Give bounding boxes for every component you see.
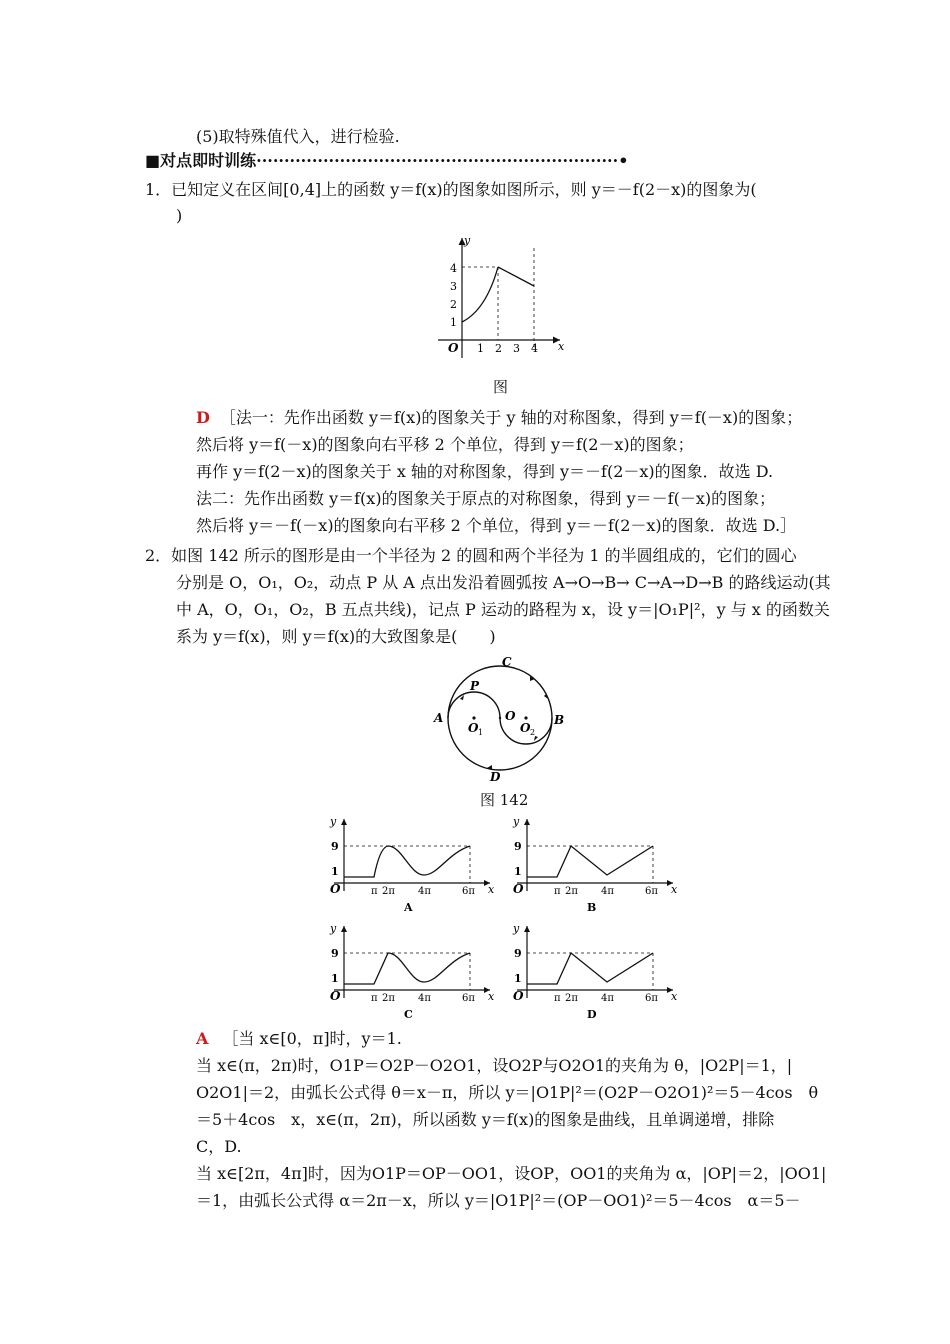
answer-letter: D [196, 408, 210, 427]
upper-semicircle [448, 692, 500, 718]
x-label: x [488, 883, 495, 896]
x-tick: 1 [477, 342, 484, 355]
solution-line: C，D. [196, 1137, 242, 1156]
center-o1 [472, 716, 475, 719]
label-o1: O [468, 721, 479, 735]
x-label: x [488, 990, 495, 1003]
label-d: D [490, 770, 501, 784]
x-tick: π [371, 993, 378, 1004]
center-o2 [524, 716, 527, 719]
solution-line: ［法一：先作出函数 y＝f(x)的图象关于 y 轴的对称图象，得到 y＝f(－x)的图象； [219, 408, 803, 427]
question-2: 分别是 O，O₁，O₂，动点 P 从 A 点出发沿着圆弧按 A→O→B→ C→A→D→B 的路线运动(其 [176, 573, 831, 592]
option-graph-d [505, 920, 680, 1020]
section-heading: ■对点即时训练·································································• [145, 151, 629, 170]
graph-curve [344, 846, 470, 877]
x-tick: π [371, 886, 378, 897]
solution-line: O2O1|＝2，由弧长公式得 θ＝x－π，所以 y＝|O1P|²＝(O2P－O2O1)²＝5－4cos θ [196, 1083, 819, 1102]
option-letter: A [404, 901, 413, 913]
function-graph-figure [420, 228, 570, 368]
graph-curve [344, 953, 470, 984]
x-tick: 2π [382, 993, 395, 1004]
x-tick: 2 [495, 342, 502, 355]
x-tick: 4π [601, 886, 614, 897]
x-tick: 2π [382, 886, 395, 897]
label-o2: O [520, 721, 531, 735]
graph-curve [527, 953, 653, 984]
y-label: y [513, 815, 520, 828]
solution-line: 然后将 y＝f(－x)的图象向右平移 2 个单位，得到 y＝f(2－x)的图象； [196, 435, 694, 454]
line-segment [498, 267, 534, 286]
y-tick: 1 [514, 865, 522, 878]
solution-line: ［当 x∈[0，π]时，y＝1. [222, 1029, 402, 1048]
question-1-paren: ) [176, 206, 183, 225]
option-graph-c [322, 920, 497, 1020]
question-2: 中 A，O，O₁，O₂，B 五点共线)，记点 P 运动的路程为 x，设 y＝|O₁P|²，y 与 x 的函数关 [176, 600, 830, 619]
y-tick: 1 [450, 316, 457, 329]
y-arrow [524, 819, 530, 825]
option-graph-b [505, 813, 680, 913]
figure-caption: 图 [493, 378, 509, 396]
label-p: P [470, 679, 480, 693]
x-tick: 6π [462, 886, 475, 897]
solution-line: 然后将 y＝－f(－x)的图象向右平移 2 个单位，得到 y＝－f(2－x)的图象．故选 D.］ [196, 516, 797, 535]
solution-line: ＝1，由弧长公式得 α＝2π－x，所以 y＝|O1P|²＝(OP－OO1)²＝5－4cos α＝5－ [196, 1191, 801, 1210]
y-arrow [341, 926, 347, 932]
option-letter: D [587, 1008, 597, 1020]
y-tick: 9 [514, 947, 522, 960]
y-label: y [464, 234, 471, 247]
y-arrow [341, 819, 347, 825]
x-tick: 4π [601, 993, 614, 1004]
y-tick: 9 [331, 840, 339, 853]
y-tick: 4 [450, 262, 457, 275]
curve-segment [462, 267, 498, 322]
step-5: (5)取特殊值代入，进行检验. [196, 127, 400, 146]
label-o2-sub: 2 [530, 728, 536, 737]
solution-line: 当 x∈(π，2π)时，O1P＝O2P－O2O1，设O2P与O2O1的夹角为 θ，|O2P|＝1，| [196, 1056, 793, 1075]
x-tick: 4 [531, 342, 538, 355]
y-tick: 1 [514, 972, 522, 985]
option-letter: B [587, 901, 597, 913]
y-tick: 1 [331, 865, 339, 878]
x-label: x [558, 340, 565, 353]
y-arrow [524, 926, 530, 932]
y-label: y [330, 815, 337, 828]
x-tick: 4π [418, 993, 431, 1004]
x-tick: 6π [462, 993, 475, 1004]
x-tick: 6π [645, 886, 658, 897]
question-1: 1．已知定义在区间[0,4]上的函数 y＝f(x)的图象如图所示，则 y＝－f(2－x)的图象为( [145, 180, 757, 199]
solution-line: 再作 y＝f(2－x)的图象关于 x 轴的对称图象，得到 y＝－f(2－x)的图象．故选 D. [196, 462, 774, 481]
origin-label: O [513, 989, 524, 1003]
y-tick: 9 [514, 840, 522, 853]
x-tick: 4π [418, 886, 431, 897]
option-graph-a [322, 813, 497, 913]
figure-caption: 图 142 [480, 791, 529, 809]
label-a: A [434, 711, 444, 725]
x-label: x [671, 883, 678, 896]
y-label: y [513, 922, 520, 935]
y-tick: 9 [331, 947, 339, 960]
circle-figure [430, 652, 570, 784]
question-2: 2．如图 142 所示的图形是由一个半径为 2 的圆和两个半径为 1 的半圆组成的，它们的圆心 [145, 546, 797, 565]
x-tick: 2π [565, 886, 578, 897]
label-o: O [505, 709, 516, 723]
center-o [499, 717, 501, 719]
solution-line: 当 x∈[2π，4π]时，因为O1P＝OP－OO1，设OP，OO1的夹角为 α，|OP|＝2，|OO1| [196, 1164, 827, 1183]
x-tick: π [554, 993, 561, 1004]
solution-line: ＝5＋4cos x，x∈(π，2π)，所以函数 y＝f(x)的图象是曲线，且单调递增，排除 [196, 1110, 775, 1129]
solution-line: 法二：先作出函数 y＝f(x)的图象关于原点的对称图象，得到 y＝－f(－x)的图象； [196, 489, 776, 508]
y-label: y [330, 922, 337, 935]
origin-label: O [330, 989, 341, 1003]
origin-label: O [448, 341, 459, 355]
x-label: x [671, 990, 678, 1003]
y-tick: 3 [450, 280, 457, 293]
x-tick: π [554, 886, 561, 897]
graph-curve [527, 846, 653, 877]
label-o1-sub: 1 [478, 728, 484, 737]
answer-letter: A [196, 1029, 209, 1048]
x-tick: 3 [513, 342, 520, 355]
label-c: C [502, 655, 512, 669]
label-b: B [554, 713, 565, 727]
x-tick: 6π [645, 993, 658, 1004]
origin-label: O [513, 882, 524, 896]
y-tick: 2 [450, 298, 457, 311]
y-tick: 1 [331, 972, 339, 985]
origin-label: O [330, 882, 341, 896]
question-2: 系为 y＝f(x)，则 y＝f(x)的大致图象是( ) [176, 627, 496, 646]
x-tick: 2π [565, 993, 578, 1004]
option-letter: C [404, 1008, 413, 1020]
